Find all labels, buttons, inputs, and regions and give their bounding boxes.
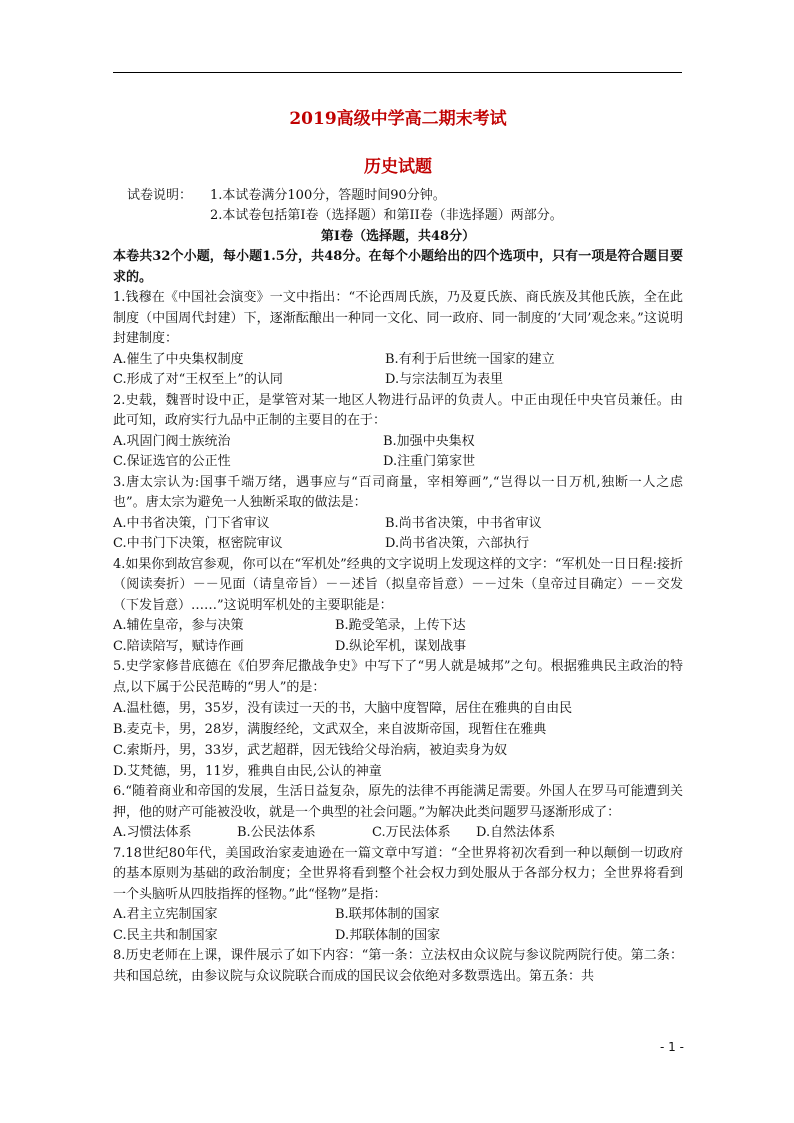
question-stem: 3.唐太宗认为:国事千端万绪，遇事应与“百司商量，宰相筹画”,“岂得以一日万机,独断一人之虑也”。唐太宗为避免一人独断采取的做法是： [113,474,683,510]
notes-label: 试卷说明： [127,188,193,203]
option-d: D.纵论军机，谋划战事 [335,638,467,654]
option-b: B.加强中央集权 [383,433,475,449]
option-b: B.跪受笔录，上传下达 [335,618,466,633]
option-d: D.与宗法制互为表里 [385,372,504,387]
exam-page [113,100,683,987]
question-stem: 5.史学家修昔底德在《伯罗奔尼撒战争史》中写下了“男人就是城邦”之句。根据雅典民主政治的特点,以下属于公民范畴的“男人”的是： [113,659,683,695]
option-d: D.注重门第家世 [383,454,476,469]
option-b: B.尚书省决策，中书省审议 [385,515,542,531]
section-instructions: 本卷共32个小题，每小题1.5分，共48分。在每个小题给出的四个选项中，只有一项是符合题目要求的。 [113,249,683,285]
page-number: - 1 - [660,1040,684,1054]
option-a: A.巩固门阀士族统治 [113,433,231,449]
question-stem: 2.史载，魏晋时设中正，是掌管对某一地区人物进行品评的负责人。中正由现任中央官员兼任。由此可知，政府实行九品中正制的主要目的在于： [113,392,683,428]
option-a: A.习惯法体系 [113,825,192,840]
question-stem: 1.钱穆在《中国社会演变》一文中指出：“不论西周氏族，乃及夏氏族、商氏族及其他氏族，全在此制度（中国周代封建）下，逐渐酝酿出一种同一文化、同一政府、同一制度的‘大同’观念来。”这说明封建制度： [113,290,683,346]
option-row [113,350,683,371]
option-c: C.陪读陪写，赋诗作画 [113,638,244,654]
question-stem: 7.18世纪80年代，美国政治家麦迪逊在一篇文章中写道：“全世界将初次看到一种以颠倒一切政府的基本原则为基础的政治制度；全世界将看到整个社会权力到处服从于各部分权力；全世界将看到一个头脑听从四肢指挥的怪物。”此“怪物”是指： [113,845,683,902]
option-b: B.麦克卡，男，28岁，满腹经纶，文武双全，来自波斯帝国，现暂住在雅典 [113,722,547,737]
option-row [113,514,683,535]
option-a: A.辅佐皇帝，参与决策 [113,618,244,633]
option-c: C.万民法体系 [372,825,451,840]
question-stem: 6.“随着商业和帝国的发展，生活日益复杂，原先的法律不再能满足需要。外国人在罗马可能遭到关押，他的财产可能被没收，就是一个典型的社会问题。”为解决此类问题罗马逐渐形成了： [113,784,683,820]
option-d: D.邦联体制的国家 [335,927,441,943]
option-d: D.自然法体系 [476,825,556,840]
option-a: A.催生了中央集权制度 [113,351,244,367]
option-b: B.公民法体系 [237,825,316,840]
option-row [113,905,683,926]
option-row [113,823,683,844]
option-c: C.形成了对“王权至上”的认同 [113,372,283,387]
option-row [113,370,683,391]
option-row [113,637,683,658]
option-row [113,432,683,453]
option-b: B.联邦体制的国家 [335,907,440,922]
option-row [113,534,683,555]
option-c: C.中书门下决策，枢密院审议 [113,536,283,551]
option-row [113,452,683,473]
section-heading: 第Ⅰ卷（选择题，共48分） [320,229,476,244]
note-item: 1.本试卷满分100分，答题时间90分钟。 [210,188,446,203]
option-c: C.索斯丹，男，33岁，武艺超群，因无钱给父母治病，被迫卖身为奴 [113,743,508,758]
option-c: C.民主共和制国家 [113,927,218,943]
note-item: 2.本试卷包括第Ⅰ卷（选择题）和第II卷（非选择题）两部分。 [210,208,563,223]
option-c: C.保证选官的公正性 [113,454,231,469]
option-a: A.君主立宪制国家 [113,907,218,922]
exam-title: 2019高级中学高二期末考试 [289,109,507,129]
option-d: D.艾梵德，男，11岁，雅典自由民,公认的神童 [113,764,382,779]
exam-notes [113,186,683,226]
option-d: D.尚书省决策，六部执行 [385,536,530,551]
option-a: A.温杜德，男，35岁，没有读过一天的书，大脑中度智障，居住在雅典的自由民 [113,701,573,716]
option-row [113,616,683,637]
option-a: A.中书省决策，门下省审议 [113,515,270,531]
header-rule [113,72,682,73]
option-row [113,926,683,947]
exam-subtitle: 历史试题 [364,157,432,177]
option-b: B.有利于后世统一国家的建立 [385,351,555,367]
question-stem: 4.如果你到故宫参观，你可以在“军机处”经典的文字说明上发现这样的文字：“军机处一日日程:接折（阅读奏折）－－见面（请皇帝旨）－－述旨（拟皇帝旨意）－－过朱（皇帝过目确定）－－交发（下发旨意）……”这说明军机处的主要职能是： [113,556,683,613]
question-stem: 8.历史老师在上课，课件展示了如下内容：“第一条：立法权由众议院与参议院两院行使。第二条：共和国总统，由参议院与众议院联合而成的国民议会依绝对多数票选出。第五条：共 [113,948,683,984]
